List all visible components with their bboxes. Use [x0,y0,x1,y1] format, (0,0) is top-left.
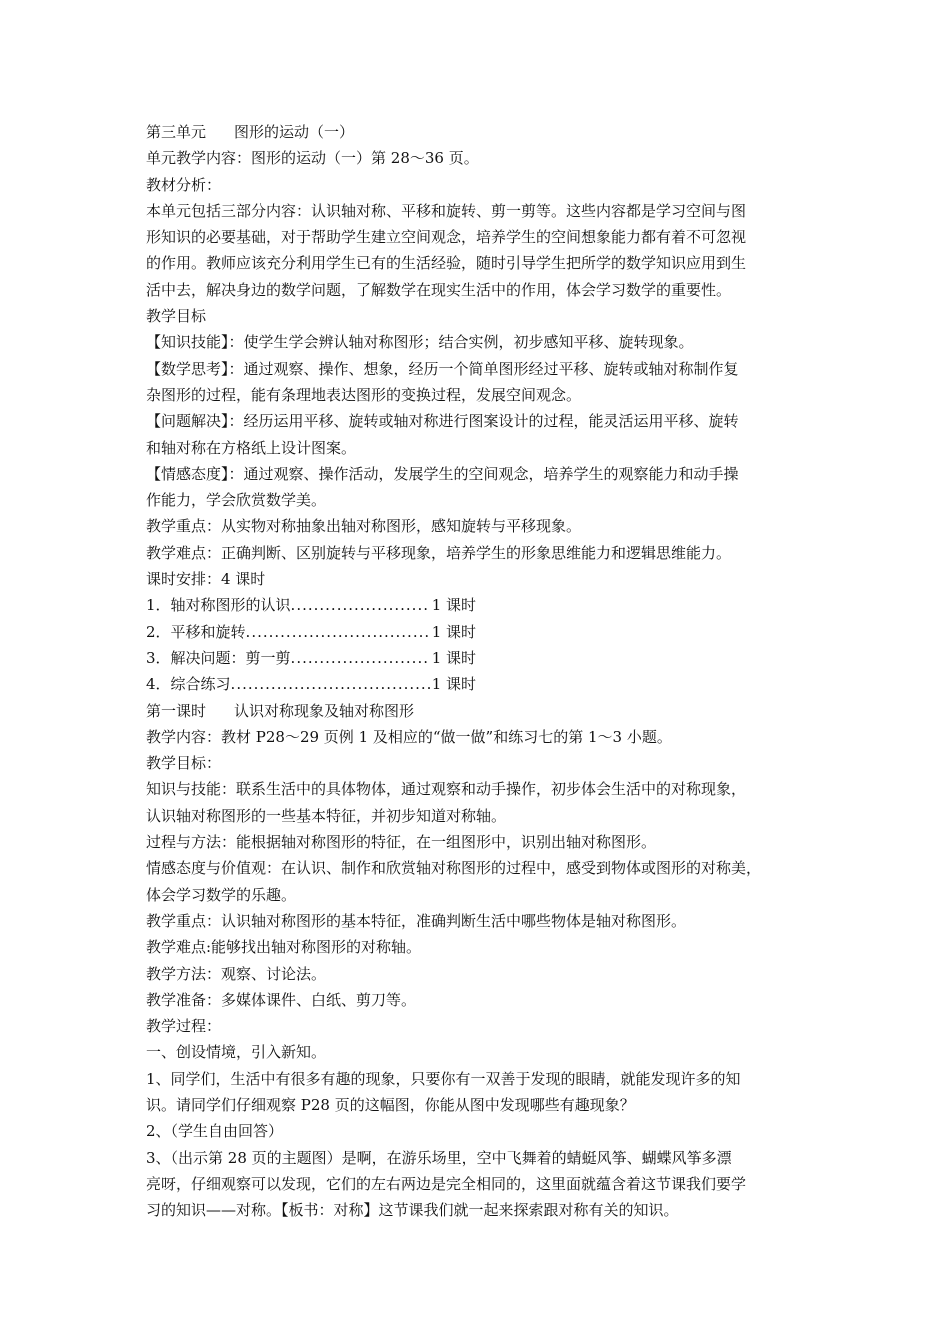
schedule-hours: 1 课时 [431,596,476,615]
analysis-line: 形知识的必要基础，对于帮助学生建立空间观念，培养学生的空间想象能力都有着不可忽视 [146,228,747,247]
goal-line: 【数学思考】：通过观察、操作、想象，经历一个简单图形经过平移、旋转或轴对称制作复 [146,359,739,378]
goals-heading: 教学目标 [146,307,207,326]
goal-line: 【问题解决】：经历运用平移、旋转或轴对称进行图案设计的过程，能灵活运用平移、旋转 [146,412,739,431]
schedule-item [146,671,476,697]
lesson-line: 1、同学们，生活中有很多有趣的现象，只要你有一双善于发现的眼睛，就能发现许多的知 [146,1069,741,1088]
schedule-label: 1．轴对称图形的认识 [146,596,291,615]
lesson-line: 认识轴对称图形的一些基本特征，并初步知道对称轴。 [146,806,507,825]
analysis-line: 活中去，解决身边的数学问题，了解数学在现实生活中的作用，体会学习数学的重要性。 [146,280,732,299]
analysis-line: 的作用。教师应该充分利用学生已有的生活经验，随时引导学生把所学的数学知识应用到生 [146,254,747,273]
lesson-line: 2、（学生自由回答） [146,1122,284,1141]
goal-line: 和轴对称在方格纸上设计图案。 [146,438,357,457]
unit-title: 第三单元 [146,123,207,141]
schedule-item [146,619,476,645]
schedule-label: 2．平移和旋转 [146,622,246,641]
leader-dots [231,671,430,697]
unit-content: 单元教学内容：图形的运动（一）第 28～36 页。 [146,149,479,168]
lesson-line: 教学过程： [146,1017,222,1036]
schedule-hours: 1 课时 [431,648,476,667]
schedule-label: 4．综合练习 [146,675,231,694]
leader-dots [291,645,430,671]
goal-line: 作能力，学会欣赏数学美。 [146,491,327,510]
leader-dots [246,619,430,645]
analysis-line: 本单元包括三部分内容：认识轴对称、平移和旋转、剪一剪等。这些内容都是学习空间与图 [146,201,747,220]
lesson-line: 过程与方法：能根据轴对称图形的特征，在一组图形中，识别出轴对称图形。 [146,833,657,852]
lesson-subtitle: 认识对称现象及轴对称图形 [234,701,415,720]
key-point: 教学重点：从实物对称抽象出轴对称图形，感知旋转与平移现象。 [146,517,582,536]
schedule-label: 3．解决问题：剪一剪 [146,648,291,667]
schedule-hours: 1 课时 [431,622,476,641]
schedule-item [146,592,476,618]
lesson-line: 教学方法：观察、讨论法。 [146,964,327,983]
document-body [146,119,814,1223]
goal-line: 【知识技能】：使学生学会辨认轴对称图形；结合实例，初步感知平移、旋转现象。 [146,333,694,352]
unit-subtitle: 图形的运动（一） [234,123,355,141]
schedule-hours: 1 课时 [431,675,476,694]
goal-line: 杂图形的过程，能有条理地表达图形的变换过程，发展空间观念。 [146,385,582,404]
lesson-line: 一、创设情境，引入新知。 [146,1043,327,1062]
lesson-line: 教学重点：认识轴对称图形的基本特征，准确判断生活中哪些物体是轴对称图形。 [146,911,687,930]
lesson-line: 亮呀，仔细观察可以发现，它们的左右两边是完全相同的，这里面就蕴含着这节课我们要学 [146,1174,747,1193]
difficulty: 教学难点：正确判断、区别旋转与平移现象，培养学生的形象思维能力和逻辑思维能力。 [146,543,732,562]
leader-dots [291,592,430,618]
lesson-line: 体会学习数学的乐趣。 [146,885,297,904]
lesson-heading [146,698,814,724]
lesson-line: 情感态度与价值观：在认识、制作和欣赏轴对称图形的过程中，感受到物体或图形的对称美， [146,859,762,878]
lesson-line: 习的知识——对称。【板书：对称】这节课我们就一起来探索跟对称有关的知识。 [146,1201,679,1220]
schedule-heading: 课时安排：4 课时 [146,570,266,589]
lesson-line: 教学内容：教材 P28～29 页例 1 及相应的“做一做”和练习七的第 1～3 小题。 [146,727,672,746]
analysis-heading: 教材分析： [146,175,222,194]
unit-heading [146,119,814,145]
schedule-item [146,645,476,671]
lesson-line: 教学准备：多媒体课件、白纸、剪刀等。 [146,990,417,1009]
lesson-line: 知识与技能：联系生活中的具体物体，通过观察和动手操作，初步体会生活中的对称现象， [146,780,747,799]
lesson-line: 识。请同学们仔细观察 P28 页的这幅图，你能从图中发现哪些有趣现象？ [146,1095,635,1114]
lesson-line: 教学目标： [146,754,222,773]
lesson-line: 3、（出示第 28 页的主题图）是啊，在游乐场里，空中飞舞着的蜻蜓风筝、蝴蝶风筝多漂 [146,1148,732,1167]
goal-line: 【情感态度】：通过观察、操作活动，发展学生的空间观念，培养学生的观察能力和动手操 [146,464,739,483]
lesson-line: 教学难点:能够找出轴对称图形的对称轴。 [146,938,422,957]
lesson-title: 第一课时 [146,701,207,720]
